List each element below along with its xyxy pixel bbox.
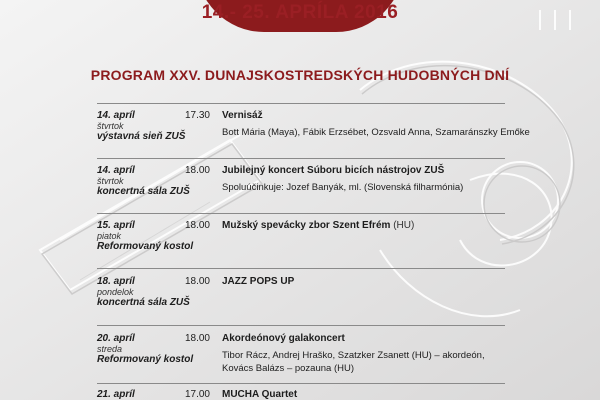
event-time: 18.00 — [184, 165, 210, 176]
event-date: 20. apríl — [97, 333, 135, 344]
event-day: štvrtok — [97, 121, 124, 131]
event-time: 18.00 — [184, 276, 210, 287]
event-title: Akordeónový galakoncert — [222, 333, 345, 344]
event-title: Mužský spevácky zbor Szent Efrém — [222, 220, 391, 231]
event-performers: Spoluúčinkuje: Jozef Banyák, ml. (Slovenská filharmónia) — [222, 182, 464, 193]
divider — [97, 268, 505, 269]
event-details — [222, 276, 512, 287]
event-date: 15. apríl — [97, 220, 135, 231]
event-details — [222, 333, 512, 374]
event-time: 17.30 — [184, 110, 210, 121]
event-performers: Bott Mária (Maya), Fábik Erzsébet, Ozsvald Anna, Szamaránszky Emőke — [222, 127, 530, 138]
event-details — [222, 110, 530, 138]
event-place: koncertná sála ZUŠ — [97, 186, 190, 197]
event-time: 18.00 — [184, 333, 210, 344]
event-place: výstavná sieň ZUŠ — [97, 131, 186, 142]
event-details — [222, 165, 512, 193]
event-date: 14. apríl — [97, 110, 135, 121]
divider — [97, 325, 505, 326]
event-date: 18. apríl — [97, 276, 135, 287]
event-date: 14. apríl — [97, 165, 135, 176]
event-title-suffix: (HU) — [393, 220, 415, 231]
event-time: 18.00 — [184, 220, 210, 231]
event-day: streda — [97, 344, 123, 354]
event-title: MUCHA Quartet — [222, 389, 298, 400]
event-title: Jubilejný koncert Súboru bicích nástrojov ZUŠ — [222, 165, 445, 176]
event-date: 21. apríl — [97, 389, 135, 400]
event-day: štvrtok — [97, 176, 124, 186]
event-title: Vernisáž — [222, 110, 263, 121]
event-details — [222, 389, 512, 400]
event-day: piatok — [97, 231, 122, 241]
event-performers: Tibor Rácz, Andrej Hraško, Szatzker Zsanett (HU) – akordeón, — [222, 350, 485, 361]
divider — [97, 103, 505, 104]
divider — [97, 213, 505, 214]
event-time: 17.00 — [184, 389, 210, 400]
event-place: koncertná sála ZUŠ — [97, 297, 190, 308]
event-performers-2: Kovács Balázs – pozauna (HU) — [222, 363, 355, 374]
divider — [97, 383, 505, 384]
event-place: Reformovaný kostol — [97, 354, 194, 365]
divider — [97, 158, 505, 159]
festival-dates: 14.- 25. APRÍLA 2016 — [201, 2, 399, 23]
event-day: pondelok — [97, 287, 134, 297]
event-place: Reformovaný kostol — [97, 241, 194, 252]
event-details — [222, 220, 512, 231]
event-title: JAZZ POPS UP — [222, 276, 295, 287]
program-title: PROGRAM XXV. DUNAJSKOSTREDSKÝCH HUDOBNÝCH DNÍ — [90, 67, 510, 83]
